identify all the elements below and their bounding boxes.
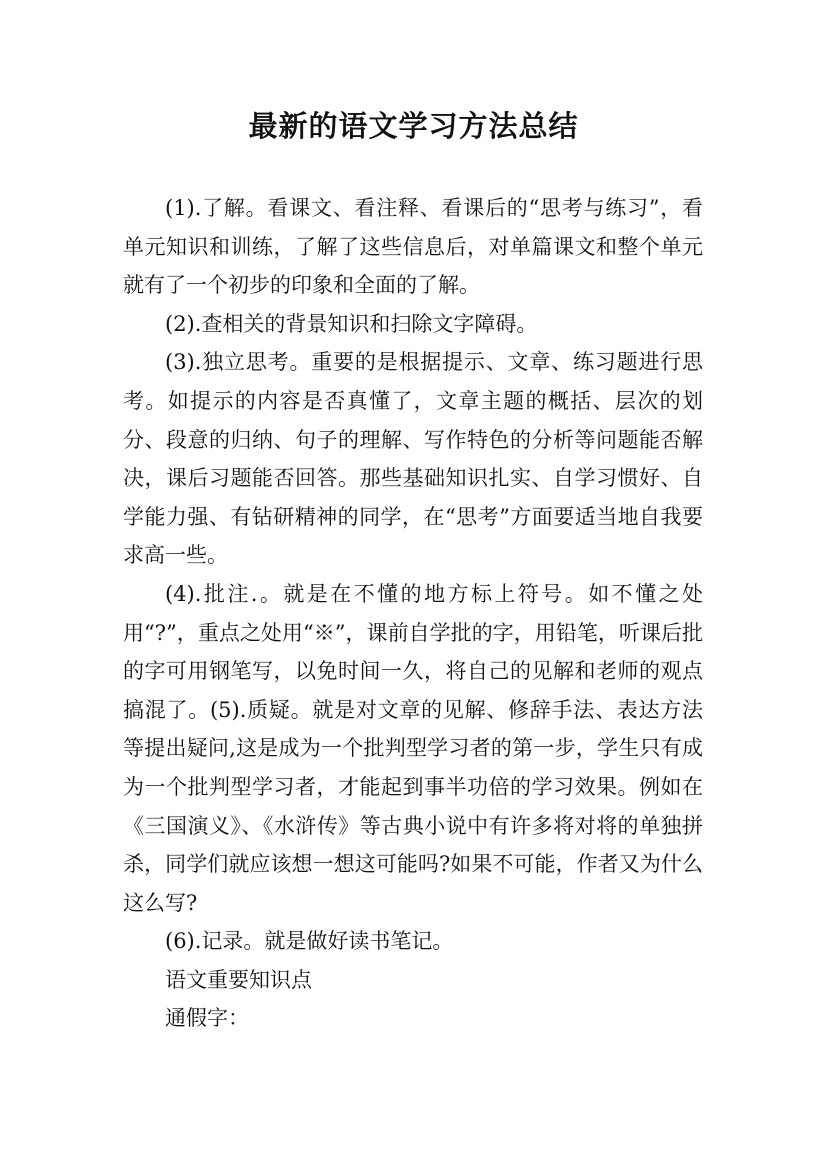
paragraph-key-points: 语文重要知识点 (165, 967, 312, 992)
document-title: 最新的语文学习方法总结 (248, 109, 579, 143)
paragraph-background: (2).查相关的背景知识和扫除文字障碍。 (165, 311, 538, 336)
paragraph-think: (3).独立思考。重要的是根据提示、文章、练习题进行思考。如提示的内容是否真懂了，文章主题的概括、层次的划分、段意的归纳、句子的理解、写作特色的分析等问题能否解决，课后习题能否回答。那些基础知识扎实、自学习惯好、自学能力强、有钻研精神的同学，在“思考”方面要适当地自我要求高一些。 (123, 350, 703, 568)
paragraph-annotate: (4).批注.。就是在不懂的地方标上符号。如不懂之处用“?”，重点之处用“※”，课前自学批的字，用铅笔，听课后批的字可用钢笔写，以免时间一久，将自己的见解和老师的观点搞混了。(5).质疑。就是对文章的见解、修辞手法、表达方法等提出疑问,这是成为一个批判型学习者的第一步，学生只有成为一个批判型学习者，才能起到事半功倍的学习效果。例如在《三国演义》、《水浒传》等古典小说中有许多将对将的单独拼杀，同学们就应该想一想这可能吗?如果不可能，作者又为什么这么写? (123, 581, 703, 915)
paragraph-tongjiazi: 通假字： (165, 1006, 249, 1031)
paragraph-record: (6).记录。就是做好读书笔记。 (165, 929, 454, 954)
document-body (123, 189, 703, 1038)
paragraph-understand: (1).了解。看课文、看注释、看课后的“思考与练习”，看单元知识和训练，了解了这些信息后，对单篇课文和整个单元就有了一个初步的印象和全面的了解。 (123, 196, 703, 298)
